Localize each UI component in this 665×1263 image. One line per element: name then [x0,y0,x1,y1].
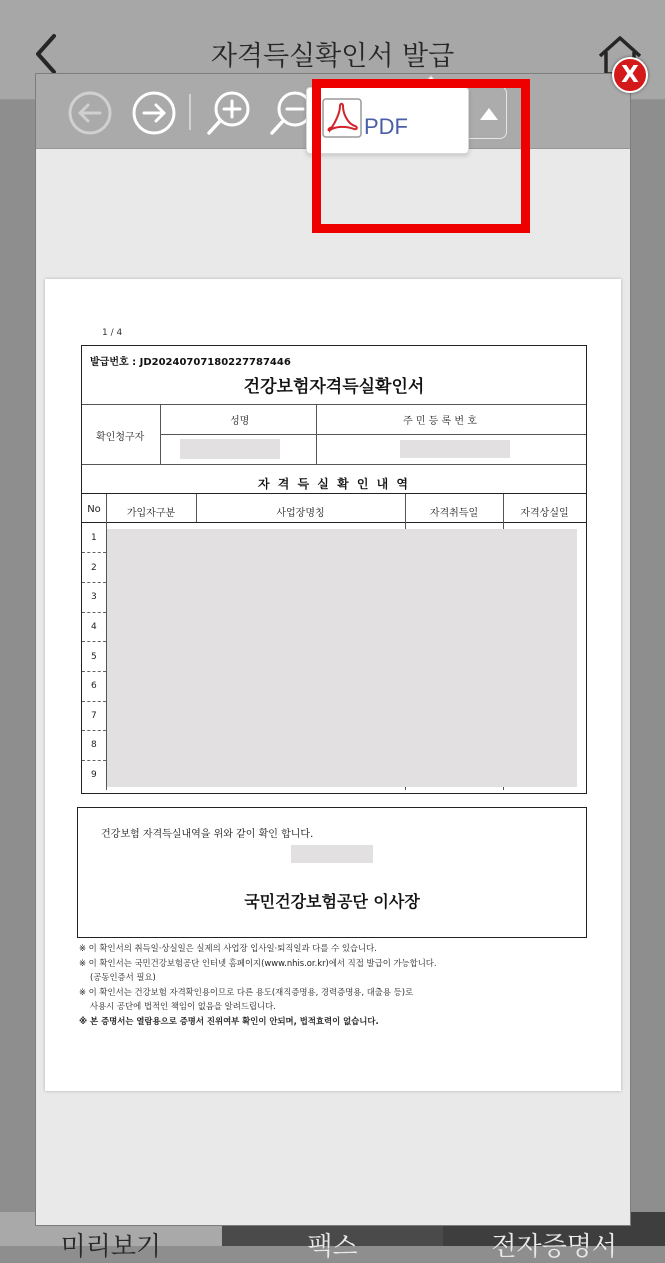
note-line: 사용시 공단에 법적인 책임이 없음을 알려드립니다. [90,1001,276,1012]
name-label: 성명 [230,416,250,427]
column-header: 가입자구분 [126,508,176,519]
note-line: ※ 본 증명서는 열람용으로 증명서 진위여부 확인이 안되며, 법적효력이 없습니다. [79,1015,379,1026]
document-title: 건강보험자격득실확인서 [243,377,425,397]
row-number: 6 [91,681,97,691]
note-line: ※ 이 확인서의 취득일·상실일은 실제의 사업장 입사일·퇴직일과 다를 수 있습니다. [79,943,377,953]
close-button[interactable]: X [612,57,648,93]
redacted-date [291,845,373,863]
document-page [45,279,621,1091]
divider [82,464,586,465]
rrn-label: 주 민 등 록 번 호 [403,416,477,427]
row-number: 8 [91,740,97,750]
column-header: 자격상실일 [520,508,569,519]
requester-label: 확인청구자 [96,432,145,443]
divider [316,404,317,464]
tab-preview[interactable]: 미리보기 [0,1212,222,1246]
divider [160,434,586,435]
issue-number: 발급번호 : JD20240707180227787446 [90,357,291,368]
divider [160,404,161,464]
prev-page-icon[interactable] [67,90,113,136]
page-indicator: 1 / 4 [102,328,123,338]
next-page-icon[interactable] [131,90,177,136]
redacted-rrn [400,440,510,458]
note-line: (공동인증서 필요) [90,972,156,983]
certificate-header-box [81,345,587,494]
confirmation-text: 건강보험 자격득실내역을 위와 같이 확인 합니다. [101,829,314,840]
section-title: 자 격 득 실 확 인 내 역 [258,477,410,491]
row-divider [82,641,106,642]
note-line: ※ 이 확인서는 국민건강보험공단 인터넷 홈페이지(www.nhis.or.kr)에서 직접 발급이 가능합니다. [79,957,437,968]
row-number: 9 [91,770,97,780]
table-header-divider [82,522,586,523]
column-header: 사업장명칭 [276,508,325,519]
row-number: 3 [91,592,97,602]
row-divider [82,730,106,731]
column-header: No [87,504,101,515]
redacted-table-content [107,529,577,787]
notes [79,941,589,1029]
row-divider [82,671,106,672]
row-number: 7 [91,711,97,721]
zoom-in-icon[interactable] [206,90,252,136]
row-divider [82,552,106,553]
confirmation-box [77,807,587,938]
qualification-table [81,494,587,794]
row-number: 2 [91,563,97,573]
column-header: 자격취득일 [429,508,479,519]
row-number: 5 [91,652,97,662]
redacted-name [180,439,280,459]
director-signature: 국민건강보험공단 이사장 [244,892,420,911]
row-divider [82,582,106,583]
row-divider [82,760,106,761]
row-divider [82,701,106,702]
row-number: 1 [91,533,97,543]
row-divider [82,612,106,613]
highlight-box [312,79,530,233]
row-number: 4 [91,622,97,632]
page-title: 자격득실확인서 발급 [210,41,455,72]
tab-fax[interactable]: 팩스 [222,1212,444,1246]
tab-electronic-certificate[interactable]: 전자증명서 [443,1212,665,1246]
pdf-option-label: PDF [364,114,408,139]
toolbar-divider [189,94,191,130]
note-line: ※ 이 확인서는 건강보험 자격확인용이므로 다른 용도(재직증명용, 경력증명용, 대출용 등)로 [79,986,414,997]
divider [82,404,586,405]
